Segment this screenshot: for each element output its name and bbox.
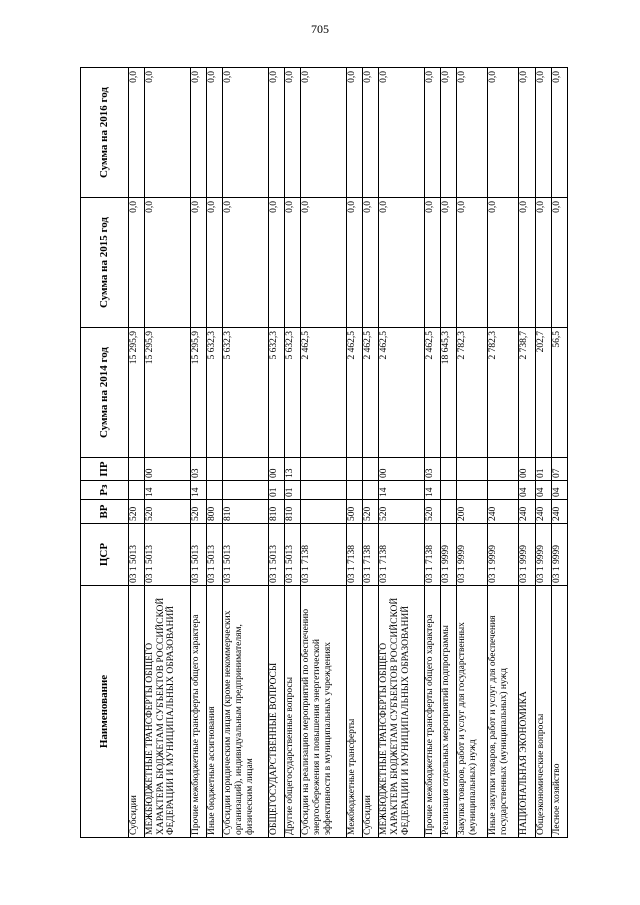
- row-pr: 07: [551, 458, 567, 481]
- row-rz: [223, 481, 269, 500]
- row-name: Прочие межбюджетные трансферты общего характера: [425, 586, 441, 838]
- table-row: [268, 68, 284, 838]
- row-pr: [301, 458, 347, 481]
- row-sum-2015: 0,0: [535, 198, 551, 328]
- header-sum-2015: Сумма на 2015 год: [81, 198, 129, 328]
- row-csr: 03 1 7138: [301, 524, 347, 586]
- row-pr: 00: [519, 458, 535, 481]
- row-vr: [441, 500, 457, 524]
- row-rz: 01: [285, 481, 301, 500]
- row-name: Субсидии юридическим лицам (кроме некоммерческих организаций), индивидуальным предпринимателям, физическим лицам: [223, 586, 269, 838]
- row-sum-2014: 5 632,3: [285, 328, 301, 458]
- row-sum-2014: 56,5: [551, 328, 567, 458]
- row-vr: 240: [535, 500, 551, 524]
- row-sum-2016: 0,0: [129, 68, 145, 198]
- row-sum-2014: 2 462,5: [363, 328, 379, 458]
- row-csr: 03 1 9999: [441, 524, 457, 586]
- header-vr: ВР: [81, 500, 129, 524]
- row-sum-2015: 0,0: [363, 198, 379, 328]
- row-pr: 03: [190, 458, 206, 481]
- row-rz: [301, 481, 347, 500]
- row-vr: 520: [190, 500, 206, 524]
- row-sum-2016: 0,0: [363, 68, 379, 198]
- table-row: [347, 68, 363, 838]
- row-sum-2015: 0,0: [207, 198, 223, 328]
- row-sum-2015: 0,0: [285, 198, 301, 328]
- row-rz: [207, 481, 223, 500]
- table-row: [488, 68, 519, 838]
- row-vr: 810: [223, 500, 269, 524]
- row-csr: 03 1 9999: [551, 524, 567, 586]
- header-sum-2014: Сумма на 2014 год: [81, 328, 129, 458]
- row-sum-2015: 0,0: [268, 198, 284, 328]
- row-sum-2014: 18 645,3: [441, 328, 457, 458]
- row-vr: 520: [425, 500, 441, 524]
- row-sum-2016: 0,0: [425, 68, 441, 198]
- row-csr: 03 1 7138: [425, 524, 441, 586]
- row-pr: 00: [145, 458, 191, 481]
- row-sum-2016: 0,0: [285, 68, 301, 198]
- row-sum-2014: 2 462,5: [347, 328, 363, 458]
- row-rz: 04: [519, 481, 535, 500]
- row-name: Закупка товаров, работ и услуг для государственных (муниципальных) нужд: [457, 586, 488, 838]
- row-csr: 03 1 5013: [268, 524, 284, 586]
- row-pr: [488, 458, 519, 481]
- row-sum-2015: 0,0: [441, 198, 457, 328]
- row-sum-2016: 0,0: [535, 68, 551, 198]
- row-name: Общеэкономические вопросы: [535, 586, 551, 838]
- row-sum-2014: 2 782,3: [488, 328, 519, 458]
- row-vr: 200: [457, 500, 488, 524]
- row-vr: 810: [285, 500, 301, 524]
- row-pr: [363, 458, 379, 481]
- row-name: Другие общегосударственные вопросы: [285, 586, 301, 838]
- row-csr: 03 1 9999: [519, 524, 535, 586]
- row-vr: 810: [268, 500, 284, 524]
- header-pr: ПР: [81, 458, 129, 481]
- row-name: НАЦИОНАЛЬНАЯ ЭКОНОМИКА: [519, 586, 535, 838]
- table-row: [145, 68, 191, 838]
- row-name: Субсидии на реализацию мероприятий по обеспечению энергосбережения и повышения энергетической эффективности в муниципальных учреждениях: [301, 586, 347, 838]
- table-row: [379, 68, 425, 838]
- row-sum-2014: 5 632,3: [207, 328, 223, 458]
- row-sum-2014: 15 295,9: [190, 328, 206, 458]
- row-csr: 03 1 5013: [129, 524, 145, 586]
- row-rz: [457, 481, 488, 500]
- row-vr: 520: [379, 500, 425, 524]
- table-row: [535, 68, 551, 838]
- row-csr: 03 1 5013: [223, 524, 269, 586]
- row-vr: 520: [129, 500, 145, 524]
- row-sum-2014: 2 738,7: [519, 328, 535, 458]
- row-sum-2015: 0,0: [551, 198, 567, 328]
- header-name: Наименование: [81, 586, 129, 838]
- row-pr: [347, 458, 363, 481]
- row-sum-2016: 0,0: [268, 68, 284, 198]
- row-sum-2016: 0,0: [457, 68, 488, 198]
- row-sum-2016: 0,0: [519, 68, 535, 198]
- row-sum-2014: 15 295,9: [145, 328, 191, 458]
- row-sum-2015: 0,0: [223, 198, 269, 328]
- row-sum-2015: 0,0: [347, 198, 363, 328]
- row-vr: 520: [145, 500, 191, 524]
- row-name: Прочие межбюджетные трансферты общего характера: [190, 586, 206, 838]
- row-name: Лесное хозяйство: [551, 586, 567, 838]
- row-sum-2016: 0,0: [347, 68, 363, 198]
- row-name: ОБЩЕГОСУДАРСТВЕННЫЕ ВОПРОСЫ: [268, 586, 284, 838]
- table-row: [363, 68, 379, 838]
- row-pr: 01: [535, 458, 551, 481]
- row-sum-2016: 0,0: [223, 68, 269, 198]
- row-sum-2016: 0,0: [551, 68, 567, 198]
- row-sum-2014: 15 295,9: [129, 328, 145, 458]
- row-csr: 03 1 7138: [347, 524, 363, 586]
- row-sum-2016: 0,0: [488, 68, 519, 198]
- row-vr: 240: [488, 500, 519, 524]
- table-row: [425, 68, 441, 838]
- page-number: 705: [311, 22, 329, 36]
- row-sum-2014: 2 462,5: [301, 328, 347, 458]
- row-vr: 500: [347, 500, 363, 524]
- table-row: [551, 68, 567, 838]
- row-sum-2016: 0,0: [441, 68, 457, 198]
- row-rz: 14: [145, 481, 191, 500]
- row-vr: 240: [551, 500, 567, 524]
- row-name: Субсидии: [129, 586, 145, 838]
- row-sum-2015: 0,0: [488, 198, 519, 328]
- row-sum-2014: 5 632,3: [268, 328, 284, 458]
- row-sum-2016: 0,0: [301, 68, 347, 198]
- row-sum-2016: 0,0: [379, 68, 425, 198]
- row-rz: 04: [551, 481, 567, 500]
- row-rz: 01: [268, 481, 284, 500]
- row-sum-2016: 0,0: [190, 68, 206, 198]
- header-csr: ЦСР: [81, 524, 129, 586]
- row-name: Иные бюджетные ассигнования: [207, 586, 223, 838]
- row-vr: 520: [363, 500, 379, 524]
- row-csr: 03 1 7138: [379, 524, 425, 586]
- row-sum-2014: 5 632,3: [223, 328, 269, 458]
- row-sum-2014: 2 782,3: [457, 328, 488, 458]
- row-sum-2016: 0,0: [145, 68, 191, 198]
- row-pr: [223, 458, 269, 481]
- table-row: [129, 68, 145, 838]
- table-row: [207, 68, 223, 838]
- row-pr: 00: [379, 458, 425, 481]
- row-vr: [301, 500, 347, 524]
- row-csr: 03 1 5013: [285, 524, 301, 586]
- row-csr: 03 1 9999: [488, 524, 519, 586]
- row-pr: [129, 458, 145, 481]
- row-pr: 03: [425, 458, 441, 481]
- table-row: [190, 68, 206, 838]
- row-vr: 240: [519, 500, 535, 524]
- table-header-row: [81, 68, 129, 838]
- table-row: [223, 68, 269, 838]
- row-rz: [363, 481, 379, 500]
- row-csr: 03 1 5013: [190, 524, 206, 586]
- row-sum-2015: 0,0: [519, 198, 535, 328]
- table-row: [301, 68, 347, 838]
- row-sum-2014: 2 462,5: [379, 328, 425, 458]
- row-name: Реализация отдельных мероприятий подпрограммы: [441, 586, 457, 838]
- row-pr: [457, 458, 488, 481]
- row-sum-2014: 2 462,5: [425, 328, 441, 458]
- row-sum-2015: 0,0: [190, 198, 206, 328]
- row-pr: [207, 458, 223, 481]
- row-rz: [488, 481, 519, 500]
- row-sum-2014: 202,7: [535, 328, 551, 458]
- row-sum-2016: 0,0: [207, 68, 223, 198]
- row-rz: 14: [425, 481, 441, 500]
- row-sum-2015: 0,0: [425, 198, 441, 328]
- row-sum-2015: 0,0: [129, 198, 145, 328]
- row-sum-2015: 0,0: [457, 198, 488, 328]
- row-rz: [129, 481, 145, 500]
- budget-table: [80, 67, 568, 838]
- header-sum-2016: Сумма на 2016 год: [81, 68, 129, 198]
- rotated-table-wrapper: [80, 68, 568, 838]
- table-row: [285, 68, 301, 838]
- row-csr: 03 1 5013: [207, 524, 223, 586]
- row-rz: [441, 481, 457, 500]
- row-rz: 14: [379, 481, 425, 500]
- row-sum-2015: 0,0: [145, 198, 191, 328]
- row-csr: 03 1 7138: [363, 524, 379, 586]
- row-pr: [441, 458, 457, 481]
- row-csr: 03 1 5013: [145, 524, 191, 586]
- row-csr: 03 1 9999: [457, 524, 488, 586]
- row-rz: [347, 481, 363, 500]
- row-vr: 800: [207, 500, 223, 524]
- table-body: [129, 68, 568, 838]
- row-name: МЕЖБЮДЖЕТНЫЕ ТРАНСФЕРТЫ ОБЩЕГО ХАРАКТЕРА БЮДЖЕТАМ СУБЪЕКТОВ РОССИЙСКОЙ ФЕДЕРАЦИИ И МУНИЦИПАЛЬНЫХ ОБРАЗОВАНИЙ: [145, 586, 191, 838]
- row-csr: 03 1 9999: [535, 524, 551, 586]
- table-row: [457, 68, 488, 838]
- row-name: МЕЖБЮДЖЕТНЫЕ ТРАНСФЕРТЫ ОБЩЕГО ХАРАКТЕРА БЮДЖЕТАМ СУБЪЕКТОВ РОССИЙСКОЙ ФЕДЕРАЦИИ И МУНИЦИПАЛЬНЫХ ОБРАЗОВАНИЙ: [379, 586, 425, 838]
- table-row: [519, 68, 535, 838]
- table-row: [441, 68, 457, 838]
- row-sum-2015: 0,0: [379, 198, 425, 328]
- row-pr: 13: [285, 458, 301, 481]
- row-rz: 14: [190, 481, 206, 500]
- row-pr: 00: [268, 458, 284, 481]
- row-rz: 04: [535, 481, 551, 500]
- row-name: Иные закупки товаров, работ и услуг для обеспечения государственных (муниципальных) нужд: [488, 586, 519, 838]
- row-sum-2015: 0,0: [301, 198, 347, 328]
- row-name: Субсидии: [363, 586, 379, 838]
- header-rz: Рз: [81, 481, 129, 500]
- row-name: Межбюджетные трансферты: [347, 586, 363, 838]
